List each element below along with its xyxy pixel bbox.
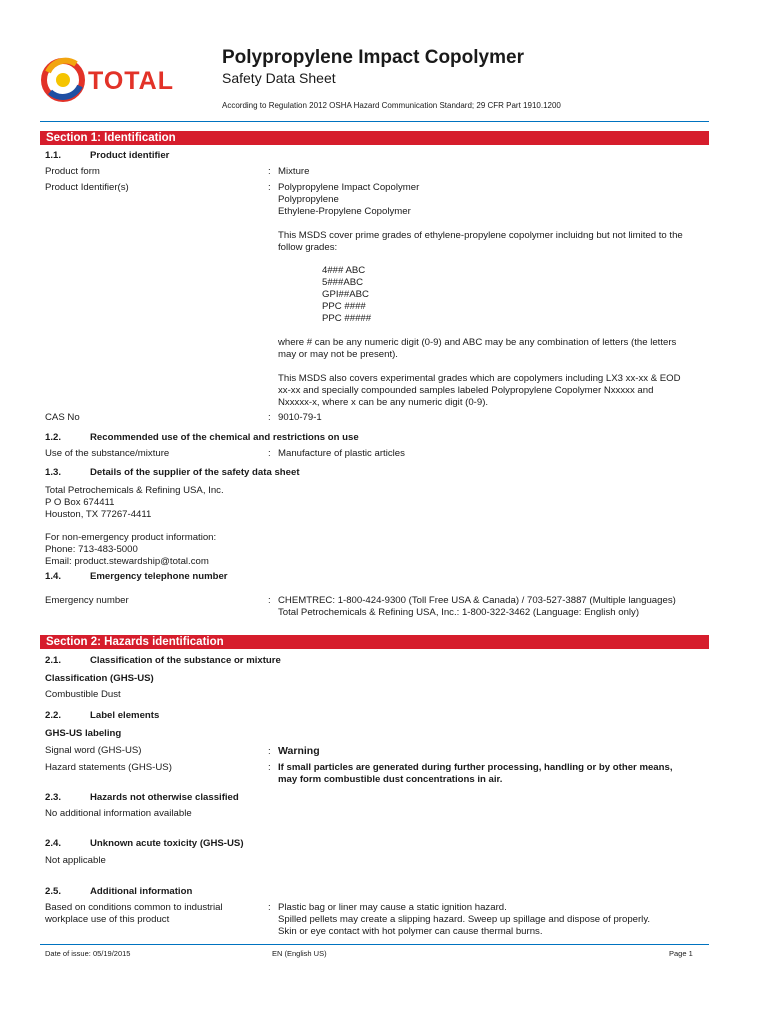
hazard-statement-line: may form combustible dust concentrations in air. — [278, 774, 503, 785]
issue-date: Date of issue: 05/19/2015 — [45, 949, 131, 958]
use-value: Manufacture of plastic articles — [278, 448, 405, 459]
additional-label-line: Based on conditions common to industrial — [45, 902, 223, 913]
s2-3-number: 2.3. — [45, 792, 62, 803]
identifier-line: Ethylene-Propylene Copolymer — [278, 206, 411, 217]
product-form-label: Product form — [45, 166, 100, 177]
hazard-statements-label: Hazard statements (GHS-US) — [45, 762, 172, 773]
document-subtitle: Safety Data Sheet — [222, 70, 336, 86]
page-number: Page 1 — [669, 949, 693, 958]
signal-word-value: Warning — [278, 745, 320, 757]
colon: : — [268, 746, 271, 757]
total-logo — [40, 52, 220, 108]
s2-2-title: Label elements — [90, 710, 160, 721]
labeling-heading: GHS-US labeling — [45, 728, 122, 739]
s1-1-title: Product identifier — [90, 150, 170, 161]
section-2-header: Section 2: Hazards identification — [40, 635, 709, 649]
nonemergency-line: For non-emergency product information: — [45, 532, 217, 543]
s1-3-title: Details of the supplier of the safety data sheet — [90, 467, 300, 478]
s2-1-title: Classification of the substance or mixture — [90, 655, 281, 666]
header-rule — [40, 121, 709, 122]
emergency-line: Total Petrochemicals & Refining USA, Inc.: 1-800-322-3462 (Language: English only) — [278, 607, 640, 618]
identifier-line: Polypropylene — [278, 194, 339, 205]
s1-4-title: Emergency telephone number — [90, 571, 228, 582]
identifier-line: Polypropylene Impact Copolymer — [278, 182, 420, 193]
nonemergency-line: Phone: 713-483-5000 — [45, 544, 138, 555]
s1-2-number: 1.2. — [45, 432, 62, 443]
supplier-line: Houston, TX 77267-4411 — [45, 509, 152, 520]
regulation-reference: According to Regulation 2012 OSHA Hazard Communication Standard; 29 CFR Part 1910.1200 — [222, 101, 561, 110]
grade-item: GPI##ABC — [322, 289, 369, 300]
emergency-line: CHEMTREC: 1-800-424-9300 (Toll Free USA & Canada) / 703-527-3887 (Multiple languages) — [278, 595, 676, 606]
s2-3-value: No additional information available — [45, 808, 192, 819]
msds-cover-line: This MSDS cover prime grades of ethylene-propylene copolymer incluidng but not limited to the — [278, 230, 683, 241]
grade-item: PPC ##### — [322, 313, 372, 324]
grade-item: PPC #### — [322, 301, 366, 312]
where-line: where # can be any numeric digit (0-9) and ABC may be any combination of letters (the letters — [278, 337, 677, 348]
s2-5-title: Additional information — [90, 886, 193, 897]
colon: : — [268, 166, 271, 177]
hazard-statement-line: If small particles are generated during further processing, handling or by other means, — [278, 762, 673, 773]
additional-info-line: Plastic bag or liner may cause a static ignition hazard. — [278, 902, 507, 913]
s2-2-number: 2.2. — [45, 710, 62, 721]
s2-5-number: 2.5. — [45, 886, 62, 897]
s2-4-number: 2.4. — [45, 838, 62, 849]
footer-language: EN (English US) — [272, 949, 327, 958]
cas-label: CAS No — [45, 412, 80, 423]
colon: : — [268, 595, 271, 606]
total-logo-emblem — [44, 61, 82, 99]
supplier-line: Total Petrochemicals & Refining USA, Inc. — [45, 485, 224, 496]
s1-2-title: Recommended use of the chemical and restrictions on use — [90, 432, 359, 443]
additional-info-line: Skin or eye contact with hot polymer can cause thermal burns. — [278, 926, 543, 937]
experimental-line: Nxxxxx-x, where x can be any numeric digit (0-9). — [278, 397, 489, 408]
signal-word-label: Signal word (GHS-US) — [45, 745, 142, 756]
classification-value: Combustible Dust — [45, 689, 121, 700]
msds-cover-line: follow grades: — [278, 242, 338, 253]
s2-4-title: Unknown acute toxicity (GHS-US) — [90, 838, 244, 849]
additional-label-line: workplace use of this product — [45, 914, 170, 925]
document-title: Polypropylene Impact Copolymer — [222, 47, 524, 68]
additional-info-line: Spilled pellets may create a slipping hazard. Sweep up spillage and dispose of properly. — [278, 914, 651, 925]
experimental-line: This MSDS also covers experimental grades which are copolymers including LX3 xx-xx & EOD — [278, 373, 681, 384]
footer-rule — [40, 944, 709, 945]
product-form-value: Mixture — [278, 166, 310, 177]
s1-4-number: 1.4. — [45, 571, 62, 582]
s2-3-title: Hazards not otherwise classified — [90, 792, 239, 803]
section-1-header: Section 1: Identification — [40, 131, 709, 145]
s1-3-number: 1.3. — [45, 467, 62, 478]
classification-heading: Classification (GHS-US) — [45, 673, 154, 684]
colon: : — [268, 182, 271, 193]
emergency-label: Emergency number — [45, 595, 129, 606]
grade-item: 5###ABC — [322, 277, 364, 288]
nonemergency-email[interactable]: Email: product.stewardship@total.com — [45, 556, 209, 567]
colon: : — [268, 412, 271, 423]
cas-value: 9010-79-1 — [278, 412, 322, 423]
colon: : — [268, 448, 271, 459]
grade-item: 4### ABC — [322, 265, 366, 276]
colon: : — [268, 762, 271, 773]
supplier-line: P O Box 674411 — [45, 497, 115, 508]
use-label: Use of the substance/mixture — [45, 448, 170, 459]
experimental-line: xx-xx and specially compounded samples labeled Polypropylene Copolymer Nxxxxx and — [278, 385, 654, 396]
s1-1-number: 1.1. — [45, 150, 62, 161]
product-identifiers-label: Product Identifier(s) — [45, 182, 129, 193]
where-line: may or may not be present). — [278, 349, 398, 360]
s2-4-value: Not applicable — [45, 855, 106, 866]
colon: : — [268, 902, 271, 913]
s2-1-number: 2.1. — [45, 655, 62, 666]
svg-text:TOTAL: TOTAL — [88, 67, 175, 95]
